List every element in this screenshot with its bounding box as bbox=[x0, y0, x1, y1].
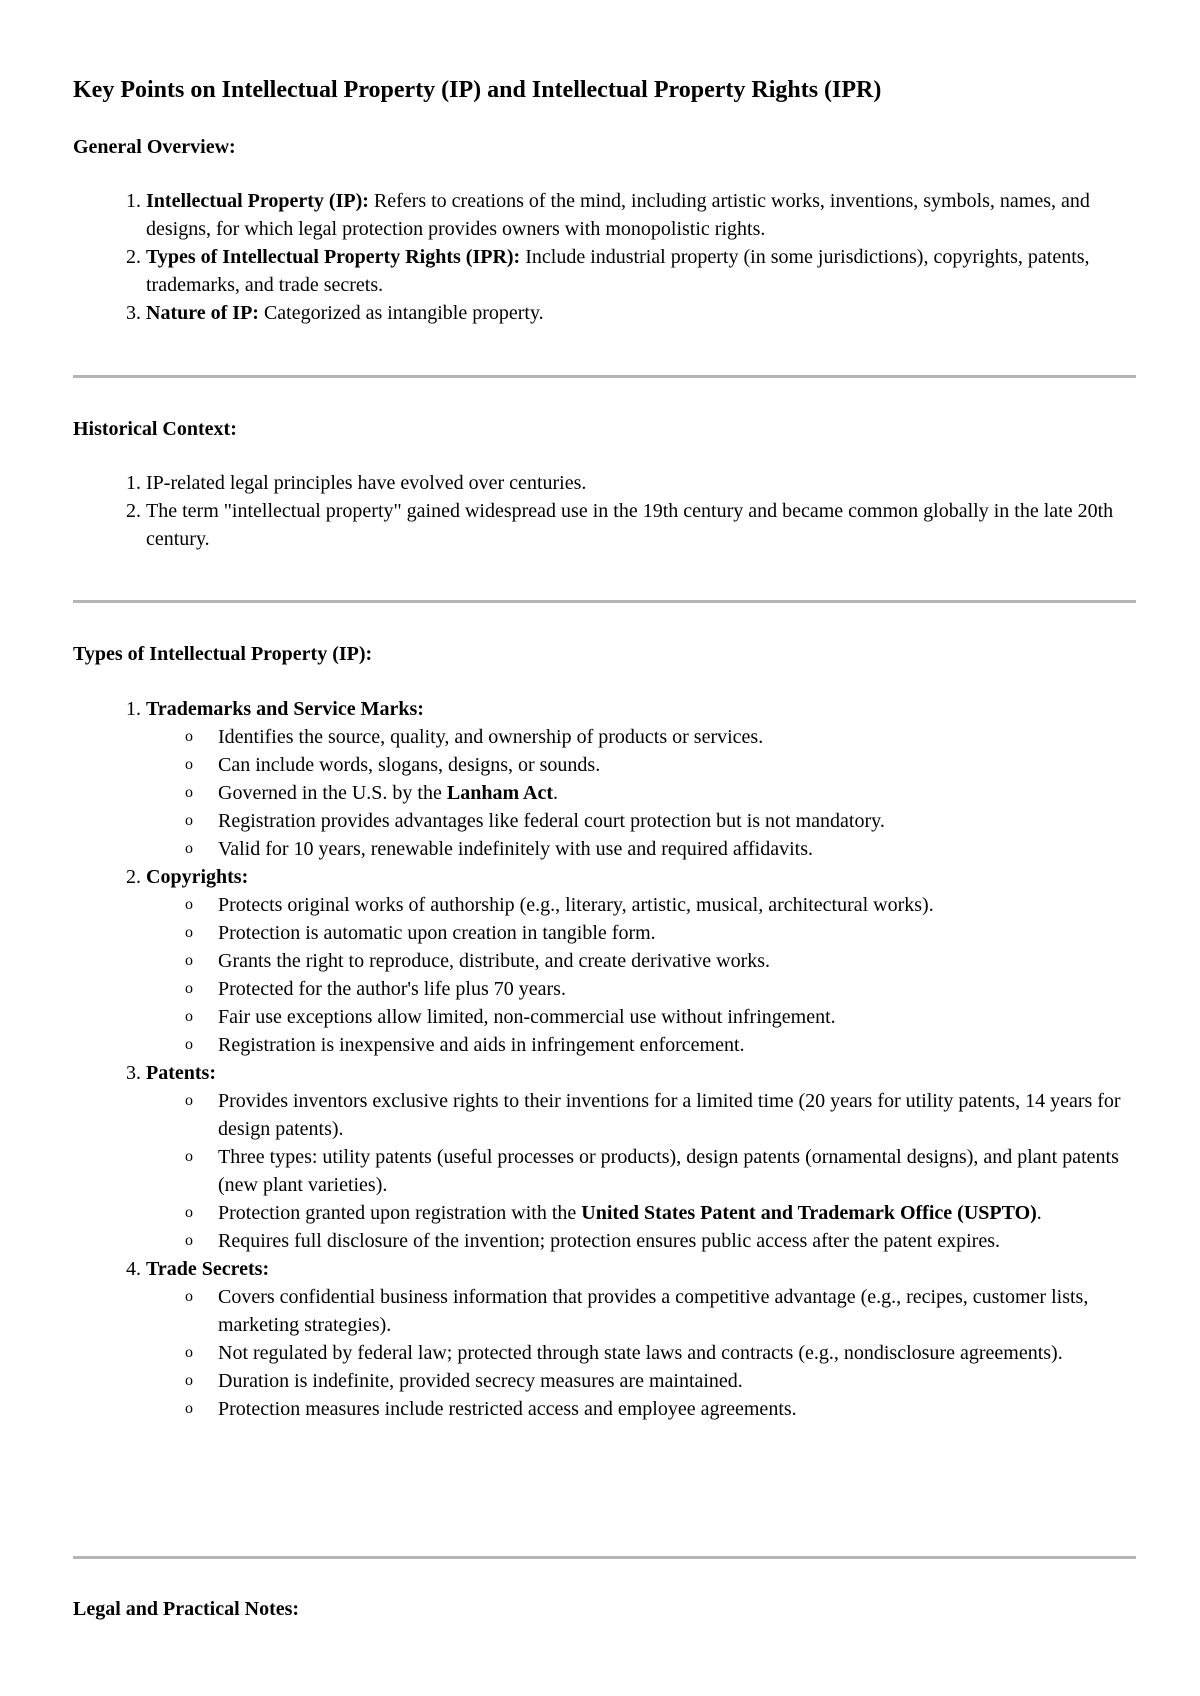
list-item-copyrights bbox=[146, 863, 1136, 1059]
list-item: 2. The term "intellectual property" gained widespread use in the 19th century and became common globally in the late 20th century. bbox=[146, 497, 1136, 553]
bullet-item: o Protection measures include restricted access and employee agreements. bbox=[218, 1395, 1136, 1423]
list-item bbox=[146, 243, 1136, 299]
general-overview-heading: General Overview: bbox=[73, 136, 236, 158]
bullet-item: o Provides inventors exclusive rights to their inventions for a limited time (20 years for utility patents, 14 years for design patents). bbox=[218, 1087, 1136, 1143]
bullet-item bbox=[218, 779, 1136, 807]
bullet-item: o Protection is automatic upon creation in tangible form. bbox=[218, 919, 1136, 947]
list-item-patents bbox=[146, 1059, 1136, 1255]
list-item-trade-secrets bbox=[146, 1255, 1136, 1423]
item-lead: Patents: bbox=[146, 1062, 216, 1084]
bullet-text: Governed in the U.S. by the bbox=[218, 782, 447, 804]
item-text: Categorized as intangible property. bbox=[258, 302, 544, 324]
bullet-text: . bbox=[552, 782, 558, 804]
bullet-item: o Duration is indefinite, provided secrecy measures are maintained. bbox=[218, 1367, 1136, 1395]
copyrights-bullets bbox=[146, 891, 1136, 1059]
item-lead: Nature of IP: bbox=[146, 302, 259, 324]
item-lead: Types of Intellectual Property Rights (IPR): bbox=[146, 246, 521, 268]
bullet-item: o Registration is inexpensive and aids in infringement enforcement. bbox=[218, 1031, 1136, 1059]
item-lead: Copyrights: bbox=[146, 866, 249, 888]
bullet-item: o Protected for the author's life plus 70 years. bbox=[218, 975, 1136, 1003]
list-item bbox=[146, 299, 1136, 327]
historical-context-list bbox=[73, 469, 1136, 553]
section-divider bbox=[73, 375, 1136, 378]
legal-notes-heading: Legal and Practical Notes: bbox=[73, 1598, 300, 1620]
bullet-emphasis: United States Patent and Trademark Office (USPTO) bbox=[581, 1202, 1037, 1224]
bullet-item: o Valid for 10 years, renewable indefinitely with use and required affidavits. bbox=[218, 835, 1136, 863]
bullet-item: o Can include words, slogans, designs, or sounds. bbox=[218, 751, 1136, 779]
trademarks-bullets bbox=[146, 723, 1136, 863]
general-overview-list bbox=[73, 187, 1136, 327]
types-of-ip-heading: Types of Intellectual Property (IP): bbox=[73, 643, 373, 665]
trade-secrets-bullets bbox=[146, 1283, 1136, 1423]
item-text: Refers to creations of the mind, including artistic works, inventions, symbols, names, and designs, for which legal protection provides owners with monopolistic rights. bbox=[146, 190, 1090, 240]
item-lead: Trade Secrets: bbox=[146, 1258, 270, 1280]
document-title: Key Points on Intellectual Property (IP) and Intellectual Property Rights (IPR) bbox=[73, 77, 882, 103]
list-item bbox=[146, 187, 1136, 243]
bullet-item: o Three types: utility patents (useful processes or products), design patents (ornamental designs), and plant patents (new plant varieties). bbox=[218, 1143, 1136, 1199]
item-lead: Trademarks and Service Marks: bbox=[146, 698, 424, 720]
bullet-text: Protection granted upon registration with the bbox=[218, 1202, 582, 1224]
bullet-emphasis: Lanham Act bbox=[446, 782, 553, 804]
section-divider bbox=[73, 1556, 1136, 1559]
bullet-item: o Identifies the source, quality, and ownership of products or services. bbox=[218, 723, 1136, 751]
bullet-text: . bbox=[1036, 1202, 1042, 1224]
item-lead: Intellectual Property (IP): bbox=[146, 190, 369, 212]
bullet-item: o Not regulated by federal law; protected through state laws and contracts (e.g., nondisclosure agreements). bbox=[218, 1339, 1136, 1367]
historical-context-heading: Historical Context: bbox=[73, 418, 237, 440]
patents-bullets bbox=[146, 1087, 1136, 1255]
bullet-item: o Grants the right to reproduce, distribute, and create derivative works. bbox=[218, 947, 1136, 975]
bullet-item: o Protects original works of authorship (e.g., literary, artistic, musical, architectural works). bbox=[218, 891, 1136, 919]
bullet-item bbox=[218, 1199, 1136, 1227]
bullet-item: o Requires full disclosure of the invention; protection ensures public access after the patent expires. bbox=[218, 1227, 1136, 1255]
types-of-ip-list bbox=[73, 695, 1136, 1423]
bullet-item: o Fair use exceptions allow limited, non-commercial use without infringement. bbox=[218, 1003, 1136, 1031]
bullet-item: o Registration provides advantages like federal court protection but is not mandatory. bbox=[218, 807, 1136, 835]
list-item: 1. IP-related legal principles have evolved over centuries. bbox=[146, 469, 1136, 497]
bullet-item: o Covers confidential business information that provides a competitive advantage (e.g., recipes, customer lists, marketing strategies). bbox=[218, 1283, 1136, 1339]
section-divider bbox=[73, 600, 1136, 603]
item-text: Include industrial property (in some jurisdictions), copyrights, patents, trademarks, and trade secrets. bbox=[146, 246, 1090, 296]
list-item-trademarks bbox=[146, 695, 1136, 863]
